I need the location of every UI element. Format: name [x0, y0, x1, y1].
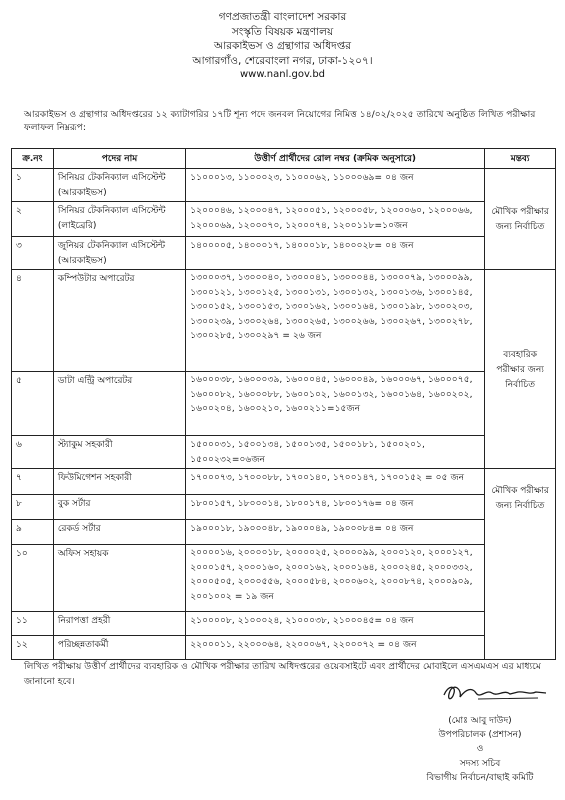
- website-link[interactable]: www.nanl.gov.bd: [239, 69, 326, 80]
- handwritten-signature: [438, 683, 558, 705]
- row-serial: ১: [12, 169, 54, 202]
- row-rolls: ১৪০০০০৫, ১৪০০০১৭, ১৪০০০১৮, ১৪০০০২৮= ০৪ জন: [186, 237, 485, 270]
- row-post: রেকর্ড সর্টার: [53, 520, 185, 545]
- row-rolls: ১১০০০১৩, ১১০০০২৩, ১১০০০৬২, ১১০০০৬৯= ০৪ জন: [186, 169, 485, 202]
- header-rolls: উত্তীর্ণ প্রার্থীদের রোল নম্বর (ক্রমিক অনুসারে): [186, 149, 485, 169]
- row-post: সিনিয়র টেকনিক্যাল এসিস্টেন্ট (লাইব্রেরি): [53, 202, 185, 237]
- table-row: [12, 169, 556, 202]
- row-serial: ৯: [12, 520, 54, 545]
- table-header-row: [12, 149, 556, 169]
- department-name: আরকাইভস ও গ্রন্থাগার অধিদপ্তর: [213, 40, 352, 52]
- signatory-conjunction: ও: [476, 744, 484, 755]
- table-row: [12, 436, 556, 469]
- row-serial: ৭: [12, 469, 54, 495]
- table-row: [12, 520, 556, 545]
- row-serial: ৪: [12, 270, 54, 372]
- row-serial: ৮: [12, 495, 54, 520]
- row-post: বুক সর্টার: [53, 495, 185, 520]
- row-rolls: ১৯০০০১৮, ১৯০০০৪৮, ১৯০০০৪৯, ১৯০০০৮৪= ০৪ জন: [186, 520, 485, 545]
- row-serial: ২: [12, 202, 54, 237]
- table-row: [12, 545, 556, 612]
- row-rolls: ২২০০০১১, ২২০০০৬৪, ২২০০০৬৭, ২২০০০৭২ = ০৪ জন: [186, 636, 485, 660]
- table-row: [12, 372, 556, 436]
- row-rolls: ১৬০০০৩৮, ১৬০০০৩৯, ১৬০০০৪৫, ১৬০০০৪৯, ১৬০০০৬৭, ১৬০০০৭৫, ১৬০০০৮২, ১৬০০০৮৮, ১৬০০১০২, ১৬০০১৩২, ১৬০০১৬৪, ১৬০০২০২, ১৬০০২০৪, ১৬০০২১০, ১৬০০২১১=১৫জন: [186, 372, 485, 436]
- intro-paragraph: আরকাইভস ও গ্রন্থাগার অধিদপ্তরের ১২ ক্যাটাগরির ১৭টি শূন্য পদে জনবল নিয়োগের নিমিত্ত ১৪/০২/২০২৫ তারিখে অনুষ্ঠিত লিখিত পরীক্ষার ফলাফল নিম্নরূপ:: [24, 109, 536, 133]
- signature-block: [405, 714, 555, 785]
- letterhead: [0, 10, 565, 83]
- row-rolls: ১৫০০০৩১, ১৫০০১৩৪, ১৫০০১৩৫, ১৫০০১৮১, ১৫০০২০১, ১৫০০২৩২=০৬জন: [186, 436, 485, 469]
- row-serial: ৬: [12, 436, 54, 469]
- remarks-group-2: ব্যবহারিক পরীক্ষার জন্য নির্বাচিত: [485, 270, 556, 469]
- remarks-group-3: মৌখিক পরীক্ষার জন্য নির্বাচিত: [485, 469, 556, 660]
- row-serial: ১১: [12, 612, 54, 636]
- row-post: জুনিয়র টেকনিক্যাল এসিস্টেন্ট (আরকাইভস): [53, 237, 185, 270]
- row-post: নিরাপত্তা প্রহরী: [53, 612, 185, 636]
- table-row: [12, 612, 556, 636]
- row-rolls: ২১০০০০৮, ২১০০০২৪, ২১০০০৩৮, ২১০০০৪৫= ০৪ জন: [186, 612, 485, 636]
- remarks-group-1: মৌখিক পরীক্ষার জন্য নির্বাচিত: [485, 169, 556, 270]
- table-row: [12, 202, 556, 237]
- table-row: [12, 495, 556, 520]
- results-table: [11, 148, 556, 660]
- row-serial: ১২: [12, 636, 54, 660]
- footer-note: লিখিত পরীক্ষায় উত্তীর্ণ প্রার্থীদের ব্যবহারিক ও মৌখিক পরীক্ষার তারিখ অধিদপ্তরের ওয়েবসাইটে এবং প্রার্থীদের মোবাইলে এসএমএস এর মাধ্যমে জানানো হবে।: [24, 661, 541, 687]
- row-post: ডাটা এন্ট্রি অপারেটর: [53, 372, 185, 436]
- row-rolls: ২০০০০১৬, ২০০০০১৮, ২০০০০২৫, ২০০০০৯৯, ২০০০১২০, ২০০০১২৭, ২০০০১৫৭, ২০০০১৬০, ২০০০১৬২, ২০০০১৬৪, ২০০০২৪৫, ২০০০৩৩২, ২০০০৫০৫, ২০০০৫৫৬, ২০০০৫৮৪, ২০০০৬০২, ২০০০৮৭৪, ২০০০৯০৯, ২০০১০০২ = ১৯ জন: [186, 545, 485, 612]
- header-serial: ক্র.নং: [12, 149, 54, 169]
- row-rolls: ১৮০০১৫৭, ১৮০০০১৪, ১৮০০১৭৪, ১৮০০১৭৬= ০৪ জন: [186, 495, 485, 520]
- row-rolls: ১৩০০০৩৭, ১৩০০০৪০, ১৩০০০৪১, ১৩০০০৪৪, ১৩০০০৭৯, ১৩০০০৯৯, ১৩০০১২১, ১৩০০১২৫, ১৩০০১৩১, ১৩০০১৩২, ১৩০০১৩৬, ১৩০০১৪৫, ১৩০০১৫২, ১৩০০১৫৩, ১৩০০১৬২, ১৩০০১৬৪, ১৩০০১৯৮, ১৩০০২০৩, ১৩০০২৩৯, ১৩০০২৬৪, ১৩০০২৬৫, ১৩০০২৬৬, ১৩০০২৬৭, ১৩০০২৭৮, ১৩০০২৮৫, ১৩০০২৯৭ = ২৬ জন: [186, 270, 485, 372]
- header-post: পদের নাম: [53, 149, 185, 169]
- committee-name: বিভাগীয় নির্বাচন/বাছাই কমিটি: [426, 772, 534, 783]
- row-rolls: ১২০০০৪৬, ১২০০০৪৭, ১২০০০৫১, ১২০০০৫৮, ১২০০০৬০, ১২০০০৬৬, ১২০০০৬৯, ১২০০০৭০, ১২০০০৭৪, ১২০০১১৮=১০জন: [186, 202, 485, 237]
- table-row: [12, 270, 556, 372]
- row-post: কম্পিউটার অপারেটর: [53, 270, 185, 372]
- row-post: সিনিয়র টেকনিক্যাল এসিস্টেন্ট (আরকাইভস): [53, 169, 185, 202]
- row-post: ফিউমিগেশন সহকারী: [53, 469, 185, 495]
- row-post: স্ট্যাকুম সহকারী: [53, 436, 185, 469]
- row-serial: ৩: [12, 237, 54, 270]
- row-post: পরিচ্ছন্নতাকর্মী: [53, 636, 185, 660]
- row-serial: ৫: [12, 372, 54, 436]
- address: আগারগাঁও, শেরেবাংলা নগর, ঢাকা-১২০৭।: [192, 54, 373, 67]
- row-serial: ১০: [12, 545, 54, 612]
- ministry-name: সংস্কৃতি বিষয়ক মন্ত্রণালয়: [231, 25, 334, 38]
- table-row: [12, 636, 556, 660]
- signatory-role: সদস্য সচিব: [459, 758, 501, 769]
- table-row: [12, 469, 556, 495]
- signatory-title: উপপরিচালক (প্রশাসন): [438, 730, 522, 741]
- row-rolls: ১৭০০০৭৩, ১৭০০০৮৮, ১৭০০১৪০, ১৭০০১৪৭, ১৭০০১৫২ = ০৫ জন: [186, 469, 485, 495]
- govt-name: গণপ্রজাতন্ত্রী বাংলাদেশ সরকার: [218, 11, 347, 23]
- table-row: [12, 237, 556, 270]
- header-remarks: মন্তব্য: [485, 149, 556, 169]
- signatory-name: (মোঃ আবু দাউদ): [448, 716, 512, 726]
- row-post: অফিস সহায়ক: [53, 545, 185, 612]
